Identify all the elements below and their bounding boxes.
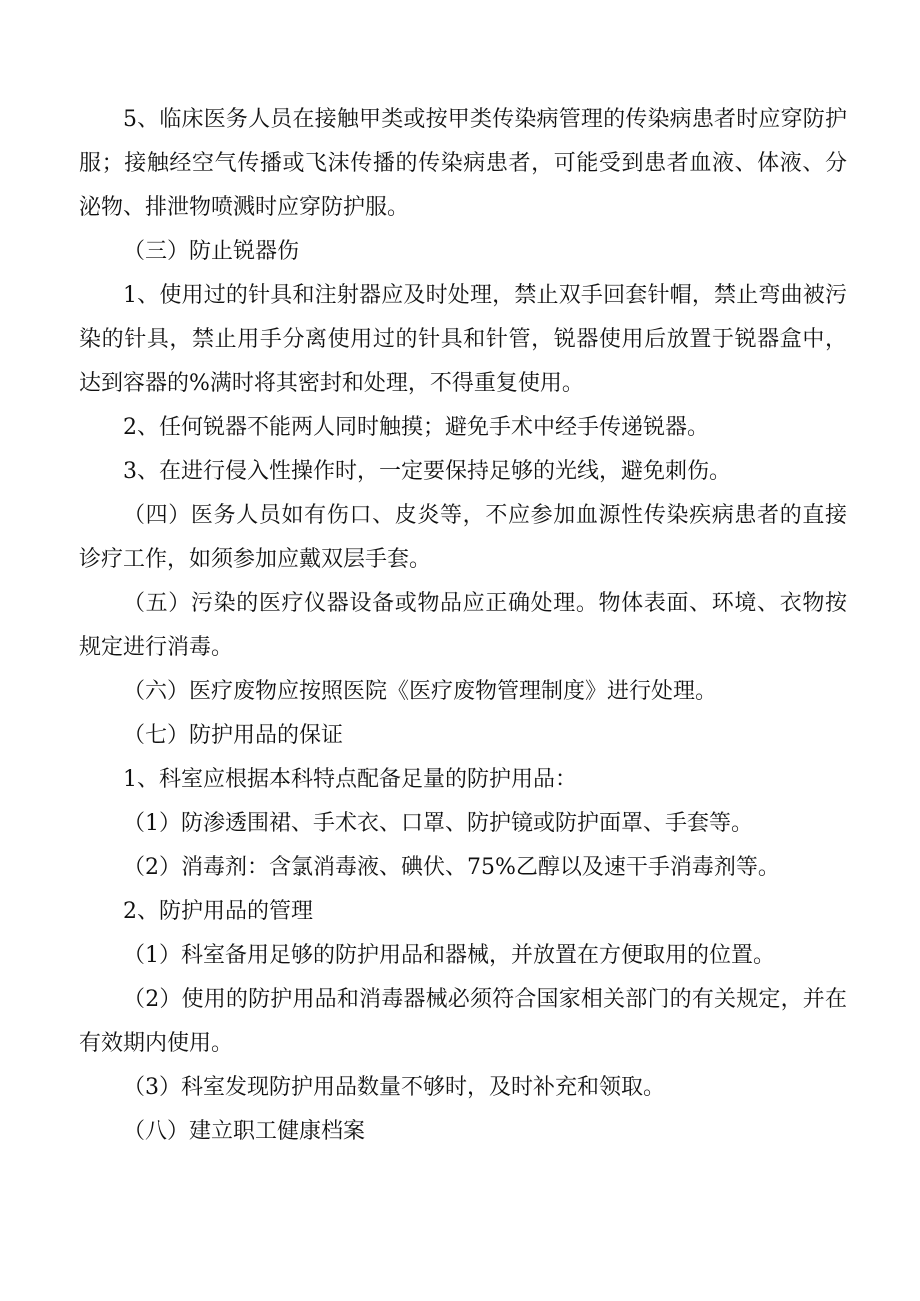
paragraph-sharps-disposal: 1、使用过的针具和注射器应及时处理，禁止双手回套针帽，禁止弯曲被污染的针具，禁止用手分离使用过的针具和针管，锐器使用后放置于锐器盒中，达到容器的%满时将其密封和处理，不得重复使用。 — [79, 283, 847, 396]
paragraph-medical-waste: （六）医疗废物应按照医院《医疗废物管理制度》进行处理。 — [123, 679, 718, 704]
heading-health-records: （八）建立职工健康档案 — [123, 1119, 366, 1144]
list-item-disinfectants: （2）消毒剂：含氯消毒液、碘伏、75%乙醇以及速干手消毒剂等。 — [123, 855, 780, 880]
paragraph-invasive-procedures: 3、在进行侵入性操作时，一定要保持足够的光线，避免刺伤。 — [123, 459, 731, 484]
heading-protective-supplies: （七）防护用品的保证 — [123, 723, 344, 748]
list-item-protective-gear: （1）防渗透围裙、手术衣、口罩、防护镜或防护面罩、手套等。 — [123, 811, 753, 836]
paragraph-supply-management: 2、防护用品的管理 — [123, 899, 313, 924]
heading-prevent-sharps-injury: （三）防止锐器伤 — [123, 239, 300, 264]
paragraph-protective-clothing: 5、临床医务人员在接触甲类或按甲类传染病管理的传染病患者时应穿防护服；接触经空气传播或飞沫传播的传染病患者，可能受到患者血液、体液、分泌物、排泄物喷溅时应穿防护服。 — [79, 107, 847, 220]
list-item-supply-replenishment: （3）科室发现防护用品数量不够时，及时补充和领取。 — [123, 1075, 665, 1100]
document-body — [79, 98, 847, 1154]
paragraph-staff-wounds: （四）医务人员如有伤口、皮炎等，不应参加血源性传染疾病患者的直接诊疗工作，如须参加应戴双层手套。 — [79, 503, 847, 572]
paragraph-supply-allocation: 1、科室应根据本科特点配备足量的防护用品： — [123, 767, 577, 792]
paragraph-sharps-handling: 2、任何锐器不能两人同时触摸；避免手术中经手传递锐器。 — [123, 415, 709, 440]
paragraph-equipment-disinfection: （五）污染的医疗仪器设备或物品应正确处理。物体表面、环境、衣物按规定进行消毒。 — [79, 591, 847, 660]
list-item-supply-storage: （1）科室备用足够的防护用品和器械，并放置在方便取用的位置。 — [123, 943, 775, 968]
list-item-supply-compliance: （2）使用的防护用品和消毒器械必须符合国家相关部门的有关规定，并在有效期内使用。 — [79, 987, 847, 1056]
